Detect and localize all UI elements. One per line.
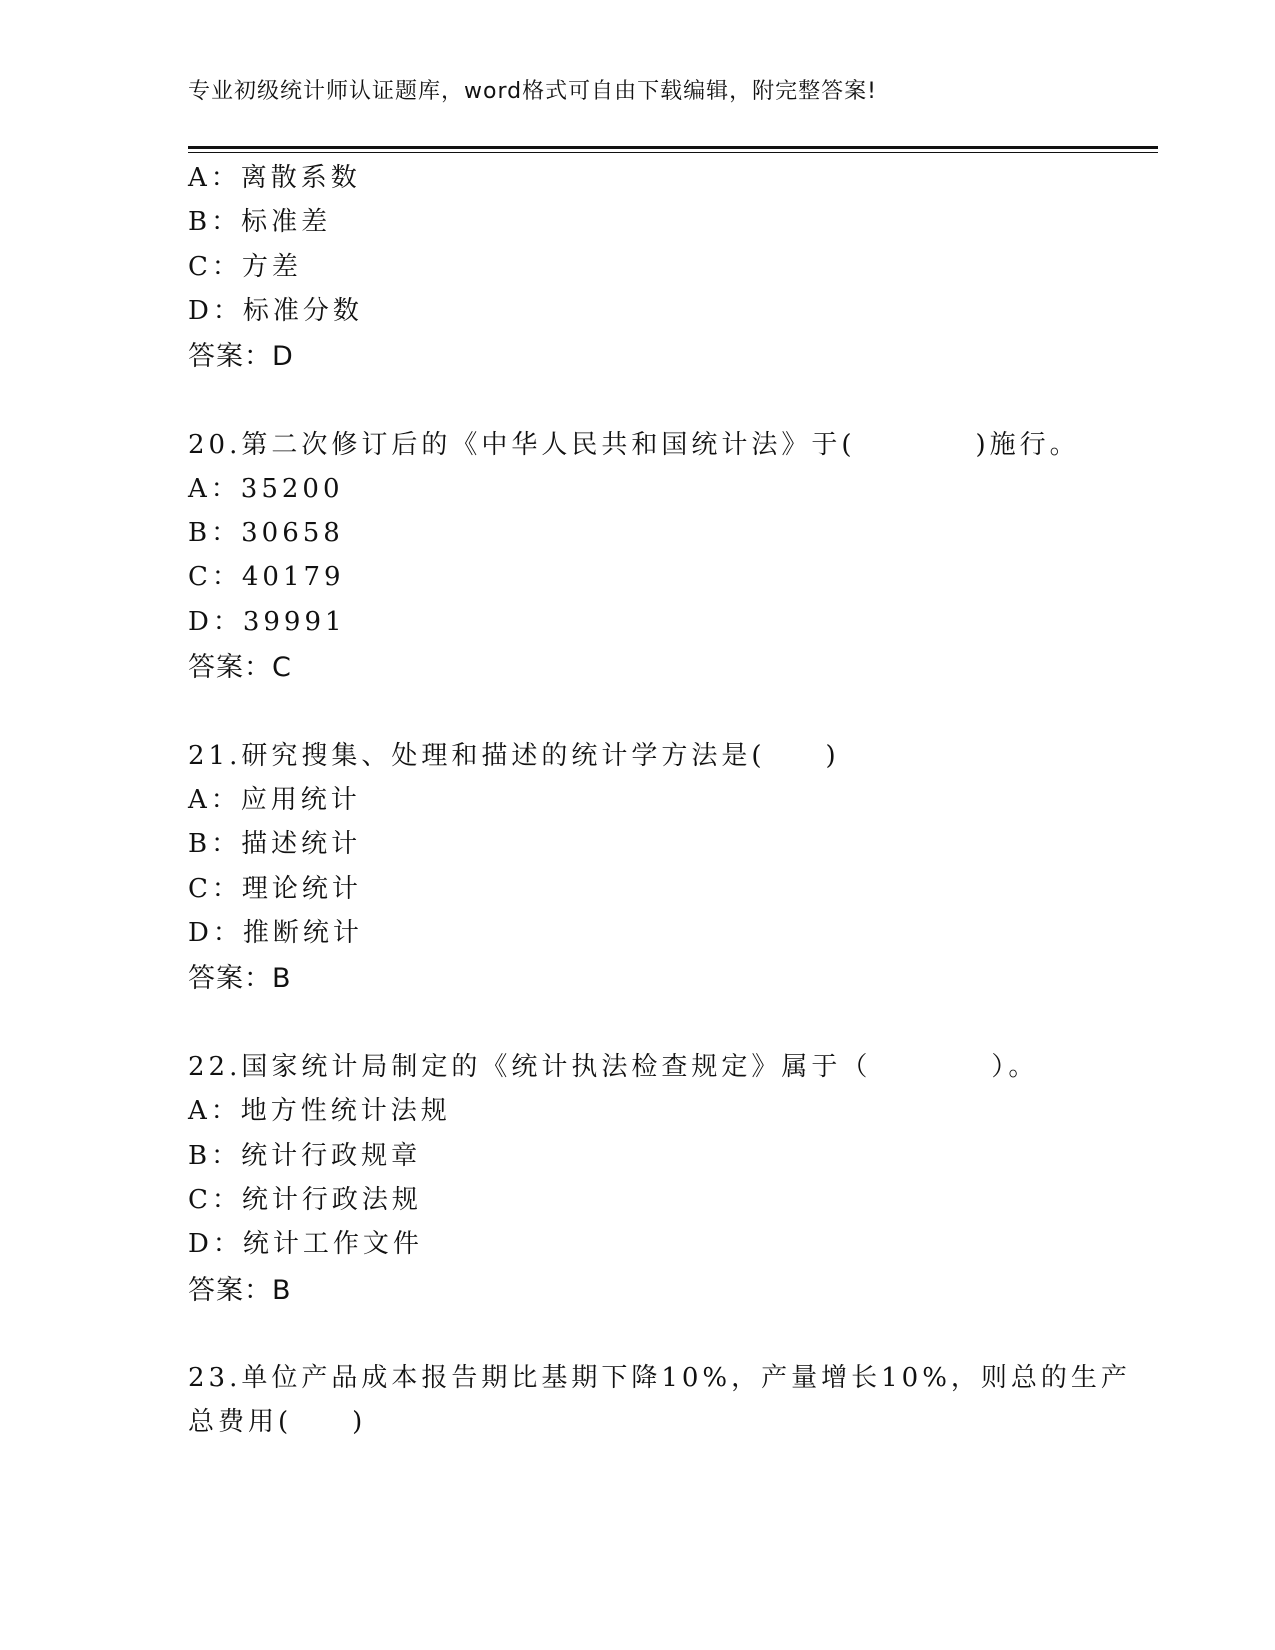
question-line: 23.单位产品成本报告期比基期下降10%，产量增长10%，则总的生产	[188, 1363, 1131, 1393]
page-header: 专业初级统计师认证题库，word格式可自由下载编辑，附完整答案!	[188, 79, 877, 104]
question-line: 22.国家统计局制定的《统计执法检查规定》属于（ ）。	[188, 1052, 1039, 1082]
option-line: B：统计行政规章	[188, 1141, 422, 1171]
question-line: 20.第二次修订后的《中华人民共和国统计法》于( )施行。	[188, 430, 1080, 460]
option-line: B：30658	[188, 518, 344, 548]
answer-line: 答案：D	[188, 341, 294, 372]
option-line: C：统计行政法规	[188, 1185, 422, 1215]
option-line: B：描述统计	[188, 829, 362, 859]
option-line: A：应用统计	[188, 785, 361, 815]
option-line: D：标准分数	[188, 296, 363, 326]
header-divider-thin	[188, 152, 1158, 153]
header-divider	[188, 146, 1158, 149]
answer-line: 答案：B	[188, 1275, 292, 1306]
option-line: C：40179	[188, 562, 345, 592]
option-line: D：推断统计	[188, 918, 363, 948]
option-line: B：标准差	[188, 207, 332, 237]
option-line: C：方差	[188, 252, 302, 282]
answer-line: 答案：B	[188, 963, 292, 994]
answer-line: 答案：C	[188, 652, 292, 683]
option-line: C：理论统计	[188, 874, 362, 904]
question-line-continued: 总费用( )	[188, 1407, 367, 1437]
option-line: A：离散系数	[188, 163, 361, 193]
option-line: D：统计工作文件	[188, 1229, 423, 1259]
option-line: D：39991	[188, 607, 346, 637]
question-line: 21.研究搜集、处理和描述的统计学方法是( )	[188, 741, 840, 771]
option-line: A：35200	[188, 474, 344, 504]
option-line: A：地方性统计法规	[188, 1096, 451, 1126]
